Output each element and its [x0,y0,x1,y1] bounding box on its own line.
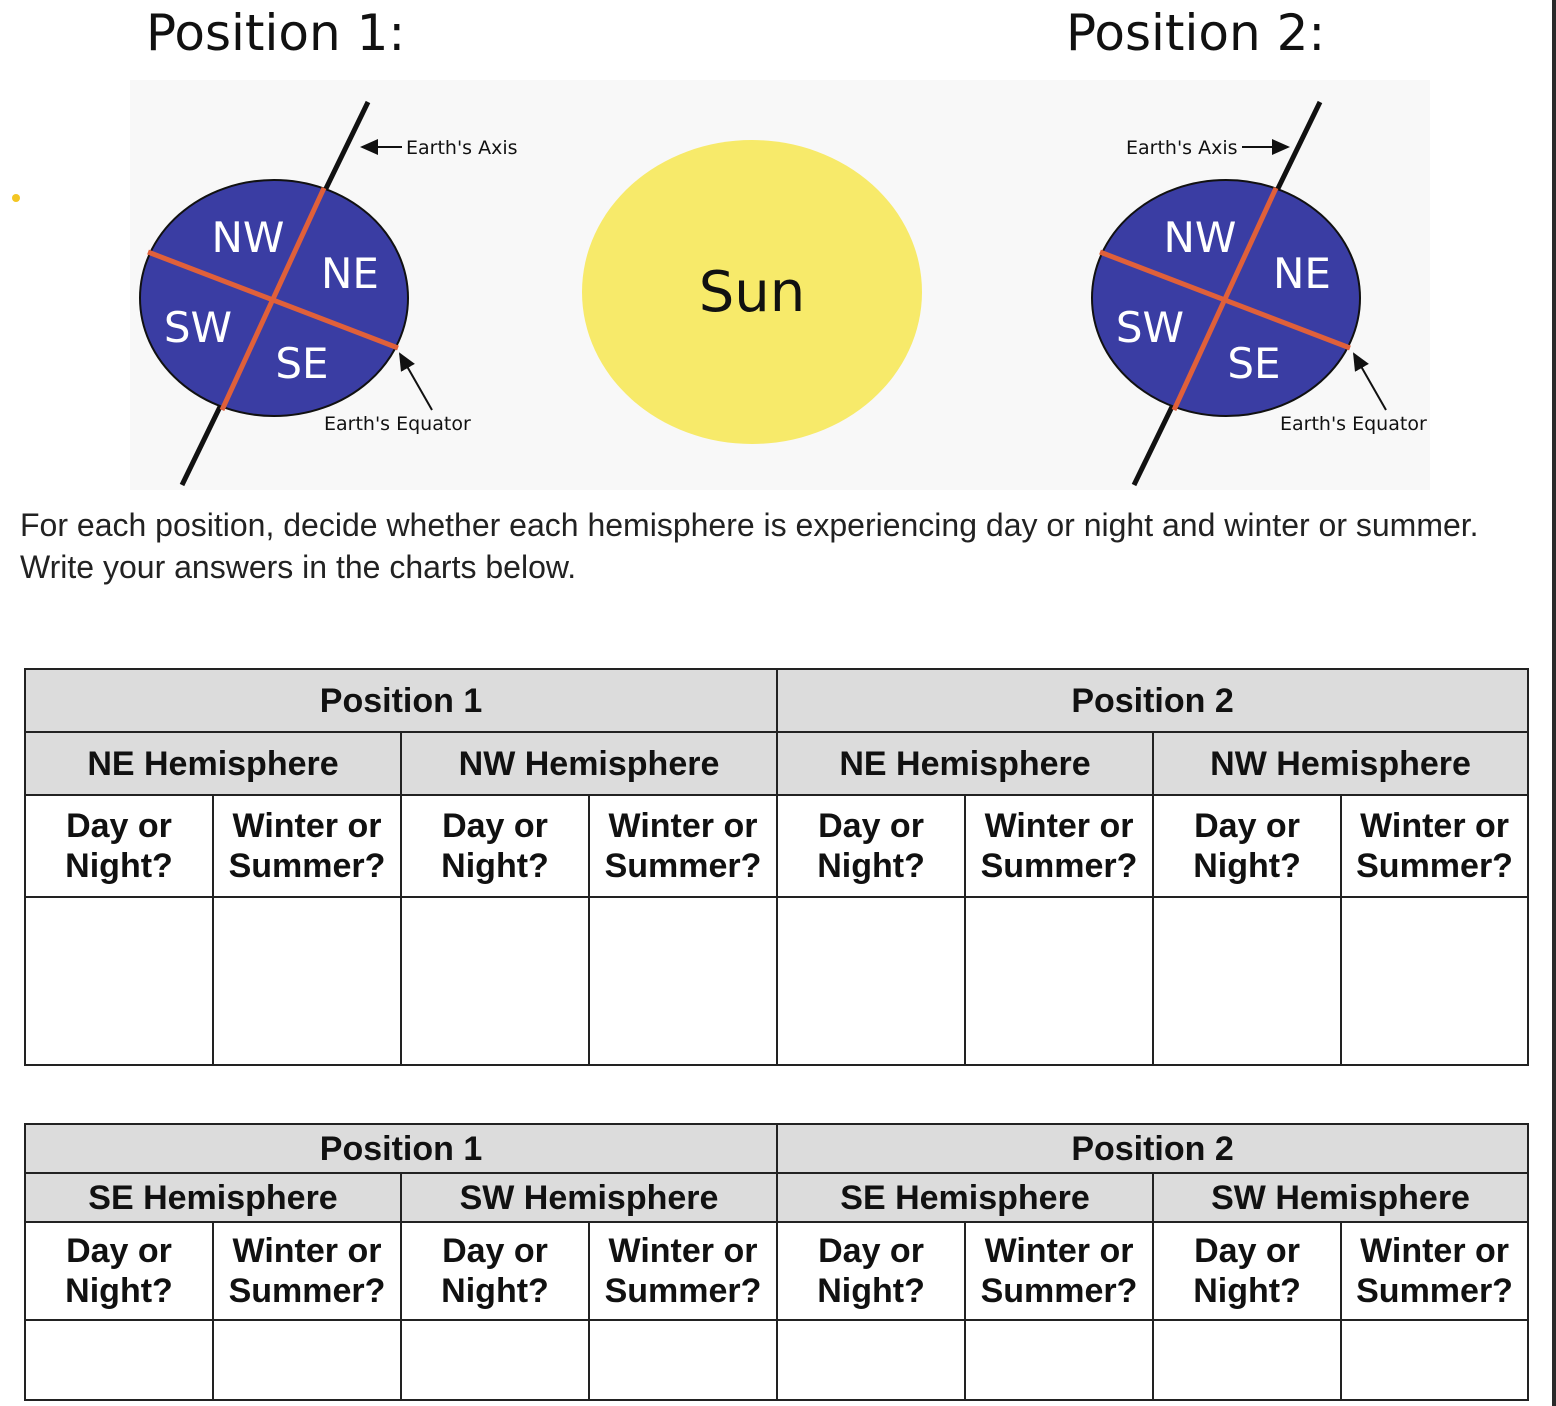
winter-or-summer-header: Winter or Summer? [589,1222,777,1320]
position-1-title: Position 1: [146,4,406,62]
ne-label-2: NE [1273,249,1331,298]
day-or-night-header: Day or Night? [401,1222,589,1320]
answer-cell[interactable] [213,1320,401,1400]
answer-cell[interactable] [589,1320,777,1400]
page-edge [1552,0,1556,1406]
hemisphere-header: NW Hemisphere [401,732,777,795]
position-1-header: Position 1 [25,1124,777,1173]
se-label-1: SE [275,339,329,388]
winter-or-summer-header: Winter or Summer? [213,795,401,897]
sw-label-2: SW [1115,303,1185,352]
winter-or-summer-header: Winter or Summer? [965,1222,1153,1320]
hemisphere-header: SW Hemisphere [401,1173,777,1222]
hemisphere-header: NE Hemisphere [777,732,1153,795]
equator-label-2: Earth's Equator [1280,413,1427,435]
answer-cell[interactable] [589,897,777,1065]
day-or-night-header: Day or Night? [401,795,589,897]
earth-position-2 [1092,102,1427,485]
ne-label-1: NE [321,249,379,298]
position-2-title: Position 2: [1066,4,1326,62]
position-2-header: Position 2 [777,1124,1528,1173]
answer-cell[interactable] [213,897,401,1065]
winter-or-summer-header: Winter or Summer? [1341,1222,1528,1320]
equator-label-1: Earth's Equator [324,413,471,435]
answer-chart-ne-nw [24,668,1529,1066]
axis-label-2: Earth's Axis [1126,137,1238,159]
hemisphere-header: NW Hemisphere [1153,732,1528,795]
winter-or-summer-header: Winter or Summer? [1341,795,1528,897]
sun-label: Sun [698,260,806,325]
day-or-night-header: Day or Night? [25,795,213,897]
position-2-header: Position 2 [777,669,1528,732]
sw-label-1: SW [163,303,233,352]
hemisphere-header: SE Hemisphere [777,1173,1153,1222]
answer-cell[interactable] [965,897,1153,1065]
answer-cell[interactable] [1341,1320,1528,1400]
winter-or-summer-header: Winter or Summer? [589,795,777,897]
day-or-night-header: Day or Night? [1153,795,1341,897]
hemisphere-header: SW Hemisphere [1153,1173,1528,1222]
answer-cell[interactable] [777,1320,965,1400]
se-label-2: SE [1227,339,1281,388]
answer-cell[interactable] [1153,897,1341,1065]
day-or-night-header: Day or Night? [1153,1222,1341,1320]
hemisphere-header: SE Hemisphere [25,1173,401,1222]
answer-cell[interactable] [1341,897,1528,1065]
bullet-dot [12,194,20,202]
winter-or-summer-header: Winter or Summer? [965,795,1153,897]
position-1-header: Position 1 [25,669,777,732]
answer-cell[interactable] [401,1320,589,1400]
answer-cell[interactable] [1153,1320,1341,1400]
equator-arrow-2 [1354,354,1386,410]
answer-cell[interactable] [25,897,213,1065]
winter-or-summer-header: Winter or Summer? [213,1222,401,1320]
earth-sun-diagram [130,80,1430,490]
answer-cell[interactable] [25,1320,213,1400]
answer-cell[interactable] [777,897,965,1065]
day-or-night-header: Day or Night? [25,1222,213,1320]
day-or-night-header: Day or Night? [777,1222,965,1320]
answer-cell[interactable] [965,1320,1153,1400]
nw-label-2: NW [1163,213,1237,262]
answer-cell[interactable] [401,897,589,1065]
nw-label-1: NW [211,213,285,262]
equator-arrow-1 [400,354,432,410]
answer-chart-se-sw [24,1123,1529,1401]
sun [582,140,922,444]
day-or-night-header: Day or Night? [777,795,965,897]
instructions-text: For each position, decide whether each hemisphere is experiencing day or night and winter or summer. Write your answers in the charts below. [20,507,1479,585]
earth-position-1 [140,102,518,485]
hemisphere-header: NE Hemisphere [25,732,401,795]
axis-label-1: Earth's Axis [406,137,518,159]
